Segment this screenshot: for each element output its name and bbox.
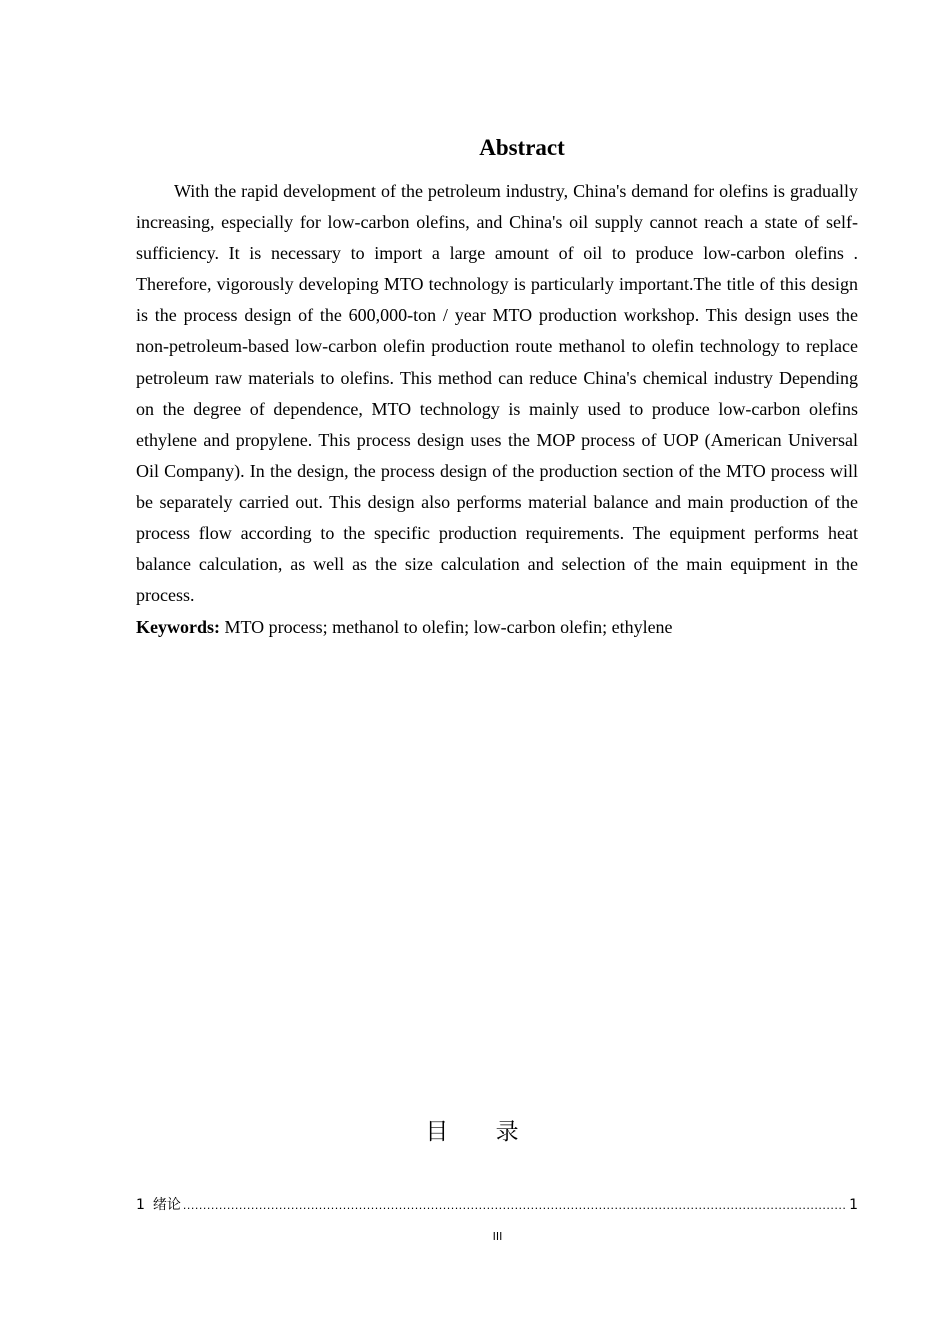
- abstract-body-text: With the rapid development of the petroleum industry, China's demand for olefins is gradually increasing, especially for low-carbon olefins, and China's oil supply cannot reach a state of self-sufficiency. It is necessary to import a large amount of oil to produce low-carbon olefins . Therefore, vigorously developing MTO technology is particularly important.The title of this design is the process design of the 600,000-ton / year MTO production workshop. This design uses the non-petroleum-based low-carbon olefin production route methanol to olefin technology to replace petroleum raw materials to olefins. This method can reduce China's chemical industry Depending on the degree of dependence, MTO technology is mainly used to produce low-carbon olefins ethylene and propylene. This process design uses the MOP process of UOP (American Universal Oil Company). In the design, the process design of the production section of the MTO process will be separately carried out. This design also performs material balance and main production of the process flow according to the specific production requirements. The equipment performs heat balance calculation, as well as the size calculation and selection of the main equipment in the process.: [136, 181, 858, 606]
- abstract-heading: Abstract: [479, 135, 565, 160]
- toc-heading: 目 录: [425, 1119, 539, 1145]
- page-number: III: [492, 1230, 503, 1243]
- toc-entry-title: 绪论: [152, 1197, 181, 1213]
- keywords-text: MTO process; methanol to olefin; low-carbon olefin; ethylene: [220, 617, 673, 637]
- keywords-line: [136, 612, 858, 643]
- toc-entry[interactable]: [136, 1194, 858, 1216]
- toc-entry-page: 1: [849, 1197, 858, 1213]
- toc-entry-number: 1: [136, 1197, 145, 1213]
- keywords-label: Keywords:: [136, 617, 220, 637]
- toc-dot-leader: [183, 1194, 847, 1217]
